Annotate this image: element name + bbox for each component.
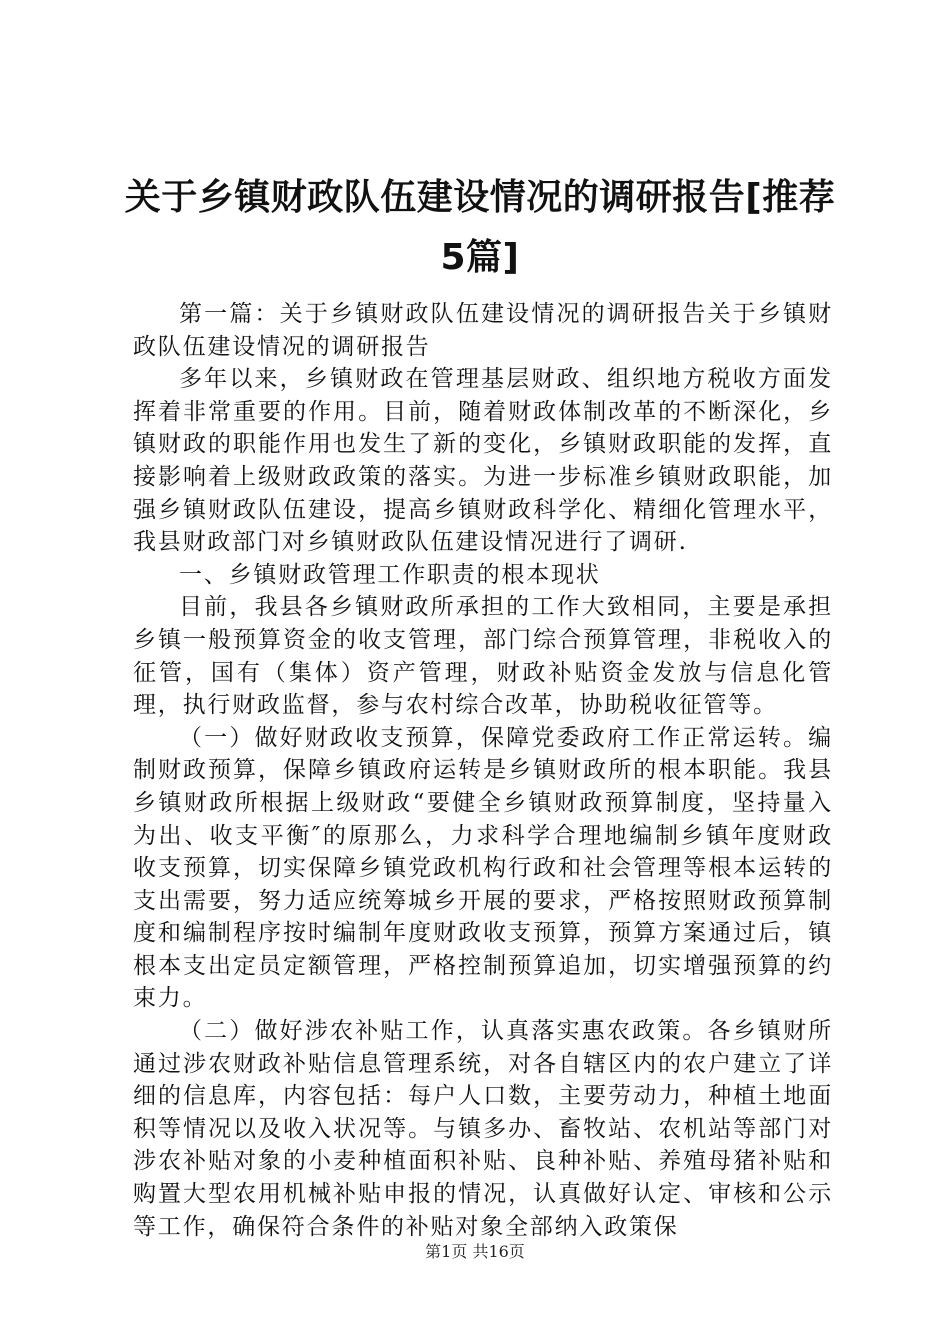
document-body	[133, 298, 833, 1243]
paragraph-2: 多年以来，乡镇财政在管理基层财政、组织地方税收方面发挥着非常重要的作用。目前，随着财政体制改革的不断深化，乡镇财政的职能作用也发生了新的变化，乡镇财政职能的发挥，直接影响着上级财政政策的落实。为进一步标准乡镇财政职能，加强乡镇财政队伍建设，提高乡镇财政科学化、精细化管理水平，我县财政部门对乡镇财政队伍建设情况进行了调研.	[133, 366, 833, 556]
paragraph-1: 第一篇：关于乡镇财政队伍建设情况的调研报告关于乡镇财政队伍建设情况的调研报告	[133, 301, 833, 360]
paragraph-3: 目前，我县各乡镇财政所承担的工作大致相同，主要是承担乡镇一般预算资金的收支管理，部门综合预算管理，非税收入的征管，国有（集体）资产管理，财政补贴资金发放与信息化管理，执行财政监督，参与农村综合改革，协助税收征管等。	[133, 594, 833, 719]
page-number-footer: 第1页 共16页	[425, 1242, 525, 1261]
document-title: 关于乡镇财政队伍建设情况的调研报告[推荐5篇]	[124, 177, 836, 278]
paragraph-4: （一）做好财政收支预算，保障党委政府工作正常运转。编制财政预算，保障乡镇政府运转是乡镇财政所的根本职能。我县乡镇财政所根据上级财政“要健全乡镇财政预算制度，坚持量入为出、收支平衡″的原那么，力求科学合理地编制乡镇年度财政收支预算，切实保障乡镇党政机构行政和社会管理等根本运转的支出需要，努力适应统筹城乡开展的要求，严格按照财政预算制度和编制程序按时编制年度财政收支预算，预算方案通过后，镇根本支出定员定额管理，严格控制预算追加，切实增强预算的约束力。	[133, 724, 833, 1012]
section-heading-1: 一、乡镇财政管理工作职责的根本现状	[179, 561, 601, 588]
paragraph-5: （二）做好涉农补贴工作，认真落实惠农政策。各乡镇财所通过涉农财政补贴信息管理系统，对各自辖区内的农户建立了详细的信息库，内容包括：每户人口数，主要劳动力，种植土地面积等情况以及收入状况等。与镇多办、畜牧站、农机站等部门对涉农补贴对象的小麦种植面积补贴、良种补贴、养殖母猪补贴和购置大型农用机械补贴申报的情况，认真做好认定、审核和公示等工作，确保符合条件的补贴对象全部纳入政策保	[133, 1018, 833, 1240]
